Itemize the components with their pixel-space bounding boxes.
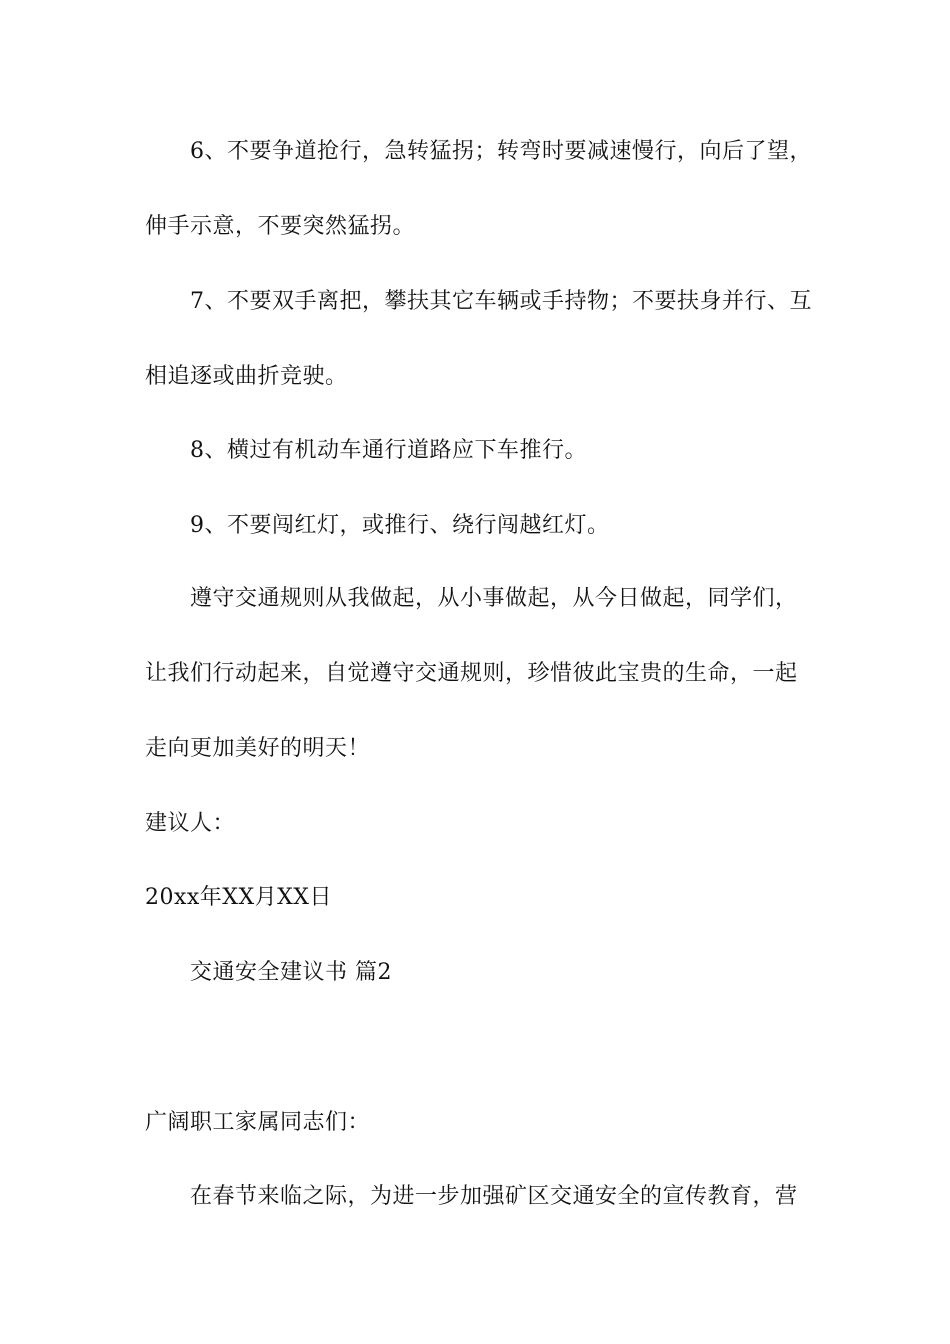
salutation: 广阔职工家属同志们： xyxy=(145,1110,371,1135)
paragraph-rule-8: 8、横过有机动车通行道路应下车推行。 xyxy=(190,438,587,463)
paragraph-rule-7-line-2: 相追逐或曲折竞驶。 xyxy=(145,364,348,389)
paragraph-rule-9: 9、不要闯红灯，或推行、绕行闯越红灯。 xyxy=(190,513,610,538)
paragraph-rule-6-line-2: 伸手示意，不要突然猛拐。 xyxy=(145,214,416,239)
paragraph-closing-line-2: 让我们行动起来，自觉遵守交通规则，珍惜彼此宝贵的生命，一起 xyxy=(145,661,798,686)
paragraph-intro-line-1: 在春节来临之际，为进一步加强矿区交通安全的宣传教育，营 xyxy=(190,1184,798,1209)
signature-label: 建议人： xyxy=(145,811,236,836)
paragraph-rule-6-line-1: 6、不要争道抢行，急转猛拐；转弯时要减速慢行，向后了望， xyxy=(190,139,812,164)
signature-date: 20xx年XX月XX日 xyxy=(145,885,332,910)
paragraph-rule-7-line-1: 7、不要双手离把，攀扶其它车辆或手持物；不要扶身并行、互 xyxy=(190,289,812,314)
paragraph-closing-line-3: 走向更加美好的明天！ xyxy=(145,736,371,761)
paragraph-closing-line-1: 遵守交通规则从我做起，从小事做起，从今日做起，同学们， xyxy=(190,586,798,611)
section-heading: 交通安全建议书 篇2 xyxy=(190,960,392,985)
